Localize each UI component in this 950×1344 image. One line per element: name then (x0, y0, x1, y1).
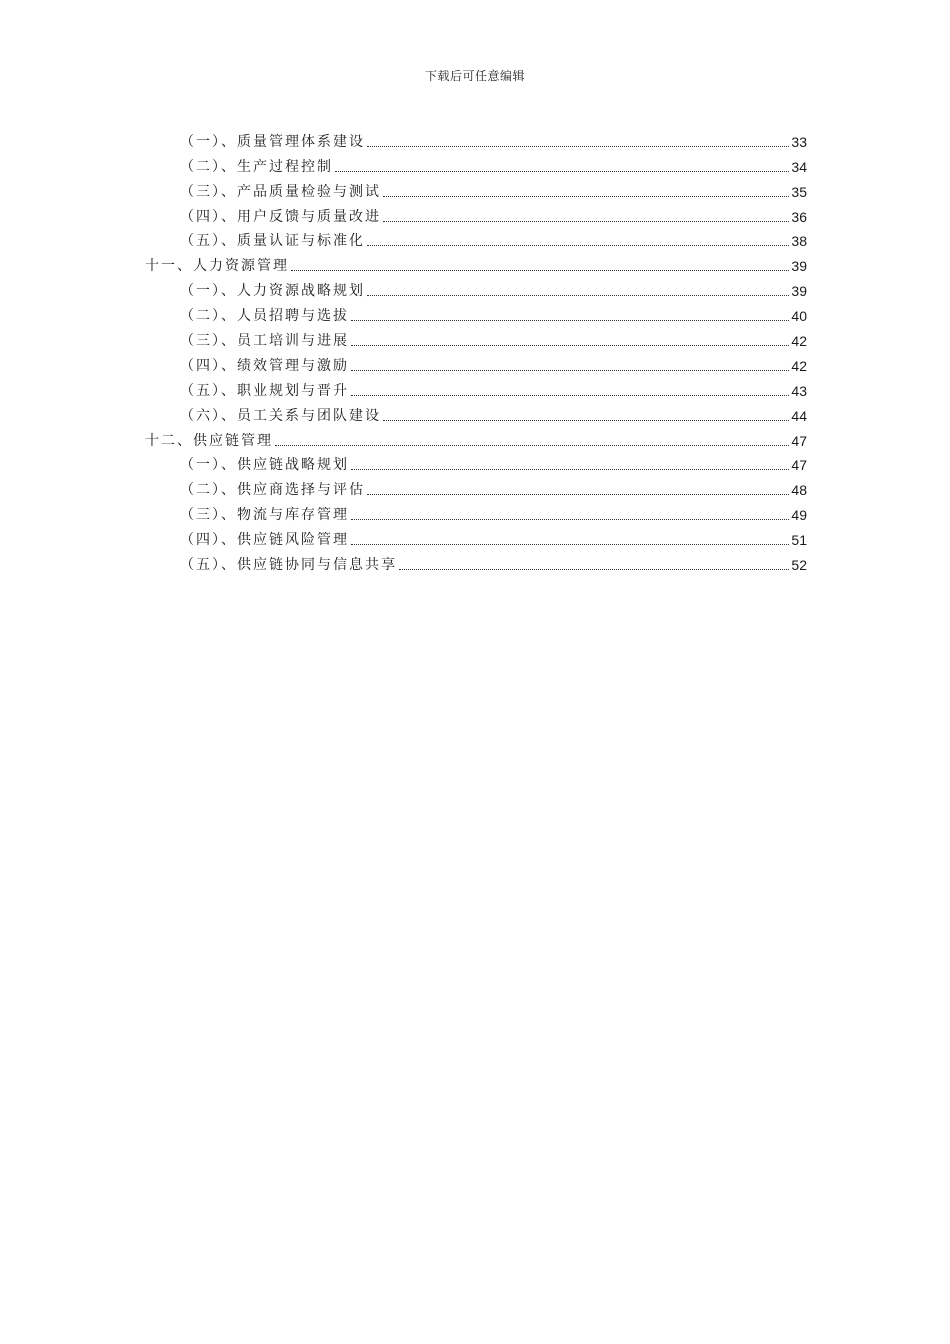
toc-entry-title: 十一、人力资源管理 (145, 258, 289, 275)
toc-dot-leader (399, 569, 789, 570)
toc-dot-leader (367, 295, 789, 296)
toc-dot-leader (275, 445, 789, 446)
table-of-contents (145, 127, 807, 575)
toc-entry-title: （二）、供应商选择与评估 (180, 482, 365, 499)
toc-section-entry[interactable] (145, 475, 807, 500)
toc-section-entry[interactable] (145, 202, 807, 227)
toc-section-entry[interactable] (145, 525, 807, 550)
toc-page-number: 40 (791, 308, 807, 325)
toc-page-number: 36 (791, 208, 807, 225)
toc-page-number: 35 (791, 183, 807, 200)
toc-dot-leader (351, 345, 789, 346)
toc-chapter-entry[interactable] (145, 426, 807, 451)
toc-page-number: 39 (791, 258, 807, 275)
toc-section-entry[interactable] (145, 177, 807, 202)
toc-dot-leader (383, 221, 789, 222)
toc-section-entry[interactable] (145, 276, 807, 301)
toc-entry-title: （四）、用户反馈与质量改进 (180, 208, 381, 225)
toc-entry-title: （一）、人力资源战略规划 (180, 283, 365, 300)
toc-page-number: 38 (791, 233, 807, 250)
toc-section-entry[interactable] (145, 500, 807, 525)
toc-section-entry[interactable] (145, 401, 807, 426)
toc-dot-leader (291, 270, 789, 271)
toc-entry-title: （四）、绩效管理与激励 (180, 357, 349, 374)
toc-section-entry[interactable] (145, 550, 807, 575)
toc-page-number: 43 (791, 382, 807, 399)
toc-entry-title: （五）、质量认证与标准化 (180, 233, 365, 250)
toc-page-number: 44 (791, 407, 807, 424)
toc-dot-leader (383, 196, 789, 197)
toc-dot-leader (351, 544, 789, 545)
toc-section-entry[interactable] (145, 351, 807, 376)
toc-entry-title: 十二、供应链管理 (145, 432, 273, 449)
toc-dot-leader (351, 395, 789, 396)
toc-page-number: 47 (791, 432, 807, 449)
toc-page-number: 49 (791, 507, 807, 524)
toc-section-entry[interactable] (145, 301, 807, 326)
toc-page-number: 42 (791, 333, 807, 350)
toc-section-entry[interactable] (145, 127, 807, 152)
toc-dot-leader (351, 519, 789, 520)
toc-section-entry[interactable] (145, 376, 807, 401)
toc-dot-leader (367, 146, 789, 147)
toc-entry-title: （二）、生产过程控制 (180, 158, 333, 175)
toc-dot-leader (383, 420, 789, 421)
toc-entry-title: （三）、员工培训与进展 (180, 333, 349, 350)
toc-entry-title: （五）、职业规划与晋升 (180, 382, 349, 399)
toc-section-entry[interactable] (145, 227, 807, 252)
toc-entry-title: （二）、人员招聘与选拔 (180, 308, 349, 325)
toc-dot-leader (367, 494, 789, 495)
page-header-note: 下载后可任意编辑 (424, 69, 525, 83)
toc-dot-leader (351, 469, 789, 470)
toc-dot-leader (335, 171, 789, 172)
toc-entry-title: （一）、供应链战略规划 (180, 457, 349, 474)
toc-section-entry[interactable] (145, 152, 807, 177)
toc-entry-title: （三）、物流与库存管理 (180, 507, 349, 524)
toc-page-number: 39 (791, 283, 807, 300)
toc-dot-leader (351, 370, 789, 371)
toc-section-entry[interactable] (145, 326, 807, 351)
toc-page-number: 33 (791, 133, 807, 150)
toc-page-number: 34 (791, 158, 807, 175)
toc-entry-title: （六）、员工关系与团队建设 (180, 407, 381, 424)
toc-page-number: 47 (791, 457, 807, 474)
toc-dot-leader (351, 320, 789, 321)
toc-entry-title: （五）、供应链协同与信息共享 (180, 557, 397, 574)
toc-entry-title: （一）、质量管理体系建设 (180, 133, 365, 150)
toc-entry-title: （三）、产品质量检验与测试 (180, 183, 381, 200)
toc-page-number: 51 (791, 532, 807, 549)
toc-page-number: 42 (791, 357, 807, 374)
toc-page-number: 52 (791, 557, 807, 574)
toc-section-entry[interactable] (145, 451, 807, 476)
toc-page-number: 48 (791, 482, 807, 499)
toc-entry-title: （四）、供应链风险管理 (180, 532, 349, 549)
toc-dot-leader (367, 245, 789, 246)
toc-chapter-entry[interactable] (145, 251, 807, 276)
